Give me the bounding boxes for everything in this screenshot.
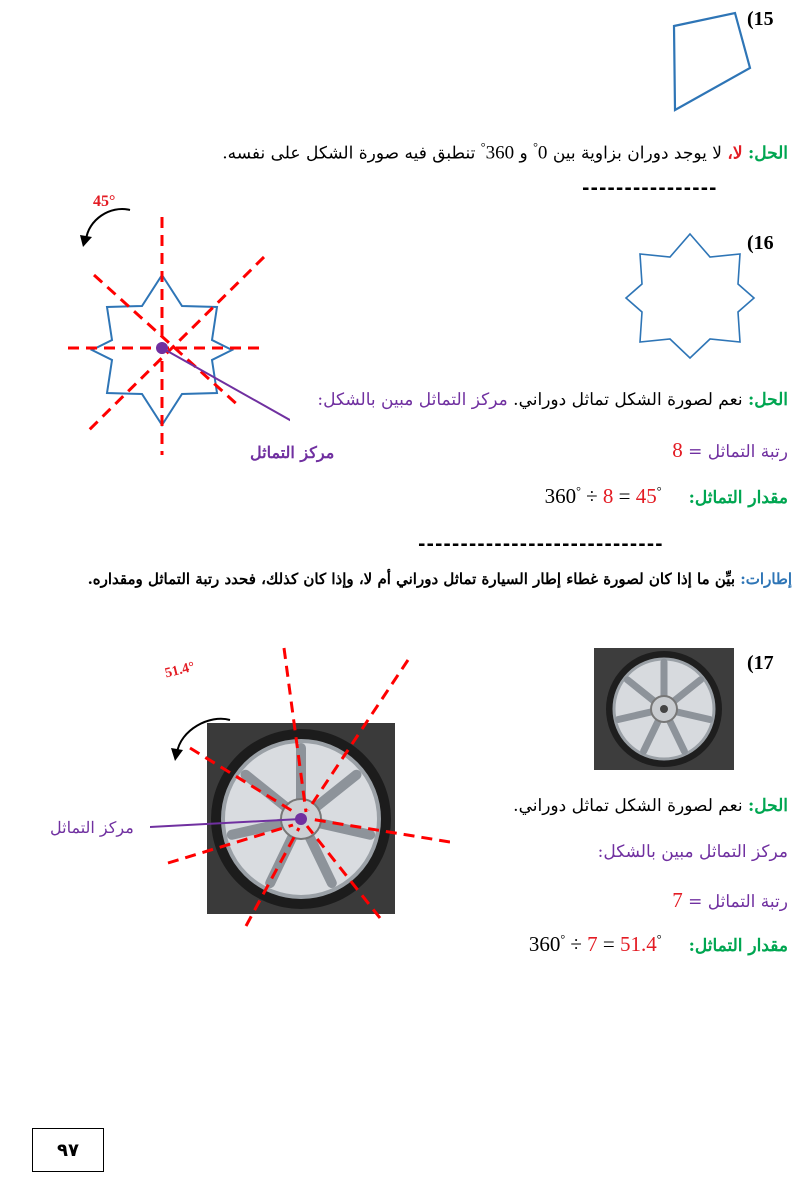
solution-text-a: لا يوجد دوران بزاوية بين [552,143,722,164]
calc-eq: = [602,932,615,956]
calc-div: ÷ [570,932,582,956]
page-number: ٩٧ [32,1128,104,1172]
calc-360: 360 [528,932,561,956]
separator-2: ----------------------------- [418,534,664,555]
and-word: و [519,143,528,164]
q16-solution [317,390,788,410]
solution-label: الحل: [747,796,788,816]
star-symmetry-diagram [50,195,290,465]
prompt-lead: إطارات: [740,570,792,588]
solution-text-b: تنطبق فيه صورة الشكل على نفسه. [222,143,476,164]
quadrilateral-figure [660,8,760,118]
magnitude-label: مقدار التماثل: [688,936,788,956]
order-value: 7 [672,888,683,912]
symmetry-center-label-16: مركز التماثل [250,443,335,462]
question-number-16: (16 [747,232,774,254]
symmetry-center-label-17: مركز التماثل [50,818,134,837]
q17-order [672,888,788,913]
calc-div: ÷ [586,484,598,508]
calc-n: 8 [602,484,614,508]
order-label: رتبة التماثل = [688,442,788,462]
angle-360: 360 [485,142,515,164]
solution-label: الحل: [747,390,788,410]
order-value: 8 [672,438,683,462]
answer-word: لا، [727,143,743,164]
question-number-15: (15 [747,8,774,30]
q17-magnitude: مقدار التماثل: 360° ÷ 7 = 51.4° [528,932,788,956]
calc-360: 360 [544,484,577,508]
wheel-photo-small [594,648,734,770]
q17-solution [513,796,788,816]
calc-eq: = [618,484,631,508]
order-label: رتبة التماثل = [688,892,788,912]
star-figure [620,222,760,362]
center-text: مركز التماثل مبين بالشكل: [317,390,508,410]
q16-order [672,438,788,463]
calc-result: 51.4 [620,932,657,956]
angle-zero: 0 [537,142,548,164]
prompt-text: بيِّن ما إذا كان لصورة غطاء إطار السيارة تماثل دوراني أم لا، وإذا كان كذلك، فحدد رتبة التماثل ومقداره. [87,570,736,588]
calc-n: 7 [587,932,598,956]
q16-magnitude: مقدار التماثل: 360° ÷ 8 = 45° [544,484,788,508]
q15-solution: الحل: لا، لا يوجد دوران بزاوية بين °0 و °360 تنطبق فيه صورة الشكل على نفسه. [222,140,788,164]
tires-prompt [88,570,792,588]
question-number-17: (17 [747,652,774,674]
angle-label-45: 45° [93,193,116,210]
center-text-17: مركز التماثل مبين بالشكل: [597,842,788,862]
wheel-symmetry-diagram [150,638,450,928]
angle-label-51: 51.4° [163,659,197,682]
separator-1: ---------------- [582,178,718,199]
solution-text: نعم لصورة الشكل تماثل دوراني. [513,390,743,410]
magnitude-label: مقدار التماثل: [688,488,788,508]
solution-text: نعم لصورة الشكل تماثل دوراني. [513,796,743,816]
calc-result: 45 [635,484,657,508]
solution-label: الحل: [747,143,788,164]
